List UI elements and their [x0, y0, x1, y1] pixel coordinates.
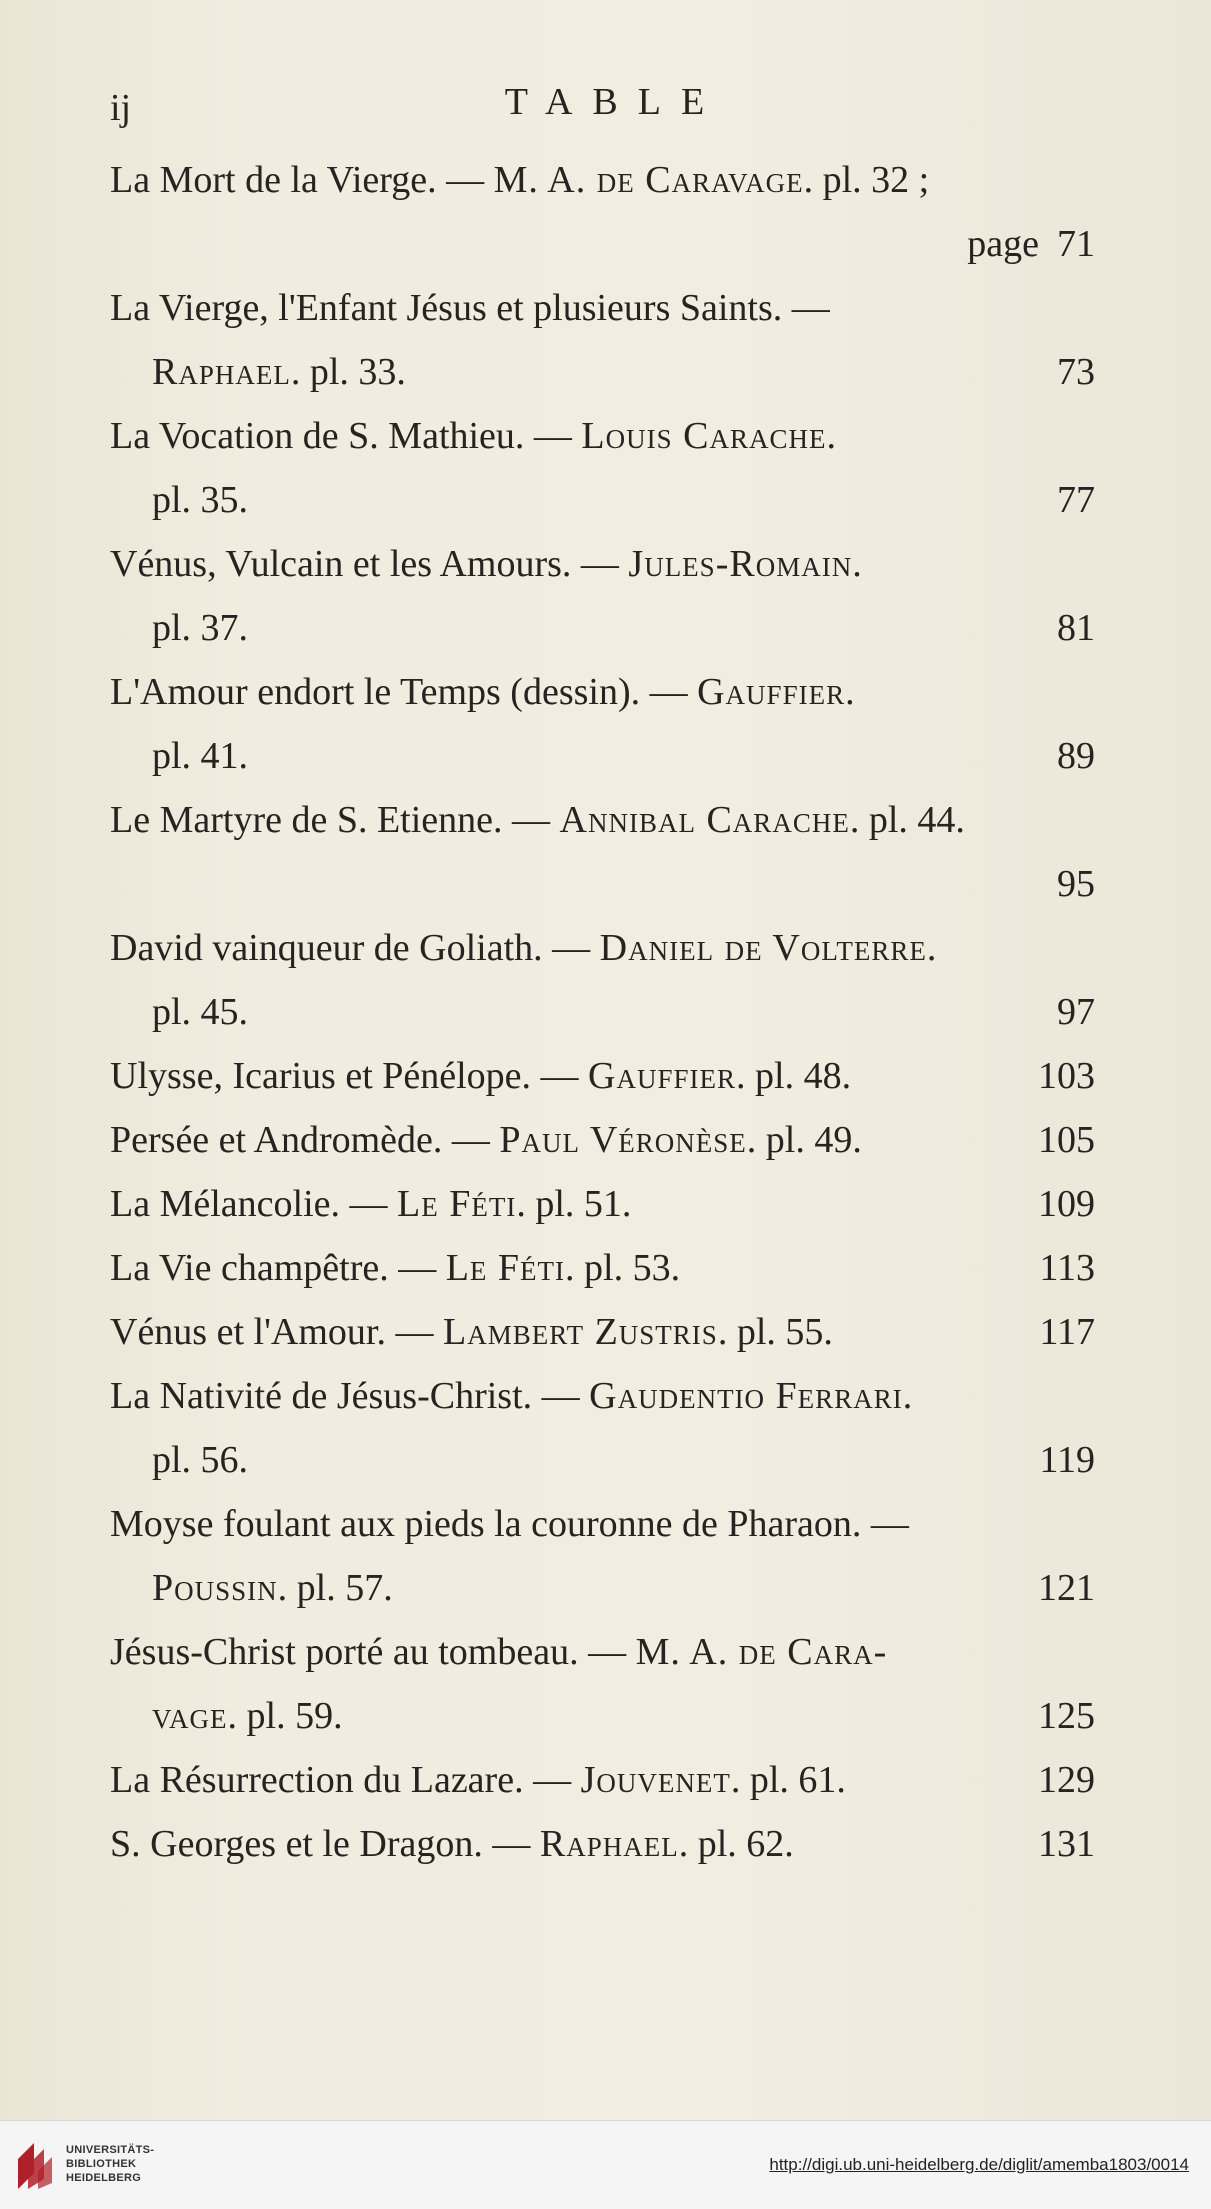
library-name — [66, 2143, 154, 2185]
plate-number: pl. 35. — [152, 479, 249, 521]
toc-entry-line — [110, 1748, 1095, 1812]
toc-entry — [110, 276, 1095, 404]
toc-entry-line — [110, 660, 1095, 724]
toc-entry-line — [110, 276, 1095, 340]
entry-text — [110, 404, 837, 468]
plate-number: . pl. 59. — [227, 1695, 343, 1737]
toc-entry-line — [110, 1812, 1095, 1876]
entry-text — [110, 1492, 909, 1556]
artist-name: Raphael — [152, 351, 291, 393]
entry-text — [110, 1364, 913, 1428]
artist-name: Raphael — [539, 1823, 679, 1865]
artwork-title: L'Amour endort le Temps (dessin). — — [110, 671, 698, 713]
artwork-title: Moyse foulant aux pieds la couronne de Pharaon. — — [110, 1503, 909, 1545]
toc-entry-line — [110, 916, 1095, 980]
plate-number: . pl. 49. — [746, 1119, 862, 1161]
toc-entry — [110, 1620, 1095, 1748]
page-number: 77 — [1057, 479, 1095, 521]
plate-number: . pl. 55. — [717, 1311, 833, 1353]
toc-entry-line — [110, 1684, 1095, 1748]
library-name-line: BIBLIOTHEK — [66, 2158, 137, 2170]
toc-entry-line — [110, 1620, 1095, 1684]
toc-entry — [110, 788, 1095, 916]
plate-number: page — [967, 223, 1039, 265]
artist-name: Le Féti — [397, 1183, 517, 1225]
entry-text — [152, 1556, 393, 1620]
entry-text — [152, 980, 248, 1044]
page-number: 121 — [1038, 1567, 1095, 1609]
entry-text — [152, 596, 248, 660]
entry-text — [152, 468, 248, 532]
toc-entry-line — [110, 532, 1095, 596]
artist-name: Daniel de Volterre. — [599, 927, 938, 969]
page-number: 73 — [1057, 351, 1095, 393]
library-logo-icon — [14, 2139, 54, 2191]
folio-number: ij — [110, 87, 132, 129]
entry-text — [152, 340, 406, 404]
artwork-title: La Nativité de Jésus-Christ. — — [110, 1375, 590, 1417]
toc-entry-line — [110, 1236, 1095, 1300]
toc-entry — [110, 1492, 1095, 1620]
toc-entry — [110, 404, 1095, 532]
plate-number: . pl. 61. — [730, 1759, 846, 1801]
toc-entry — [110, 1172, 1095, 1236]
artwork-title: Jésus-Christ porté au tombeau. — — [110, 1631, 636, 1673]
plate-number: pl. 56. — [152, 1439, 249, 1481]
plate-number: . pl. 44. — [849, 799, 965, 841]
page-number: 131 — [1038, 1823, 1095, 1865]
toc-entry-line — [110, 148, 1095, 212]
entry-text — [152, 724, 248, 788]
artist-name: Poussin — [152, 1567, 278, 1609]
artist-name: M. A. de Caravage — [493, 159, 804, 201]
artwork-title: La Mélancolie. — — [110, 1183, 398, 1225]
entry-text — [110, 148, 929, 212]
plate-number: . pl. 33. — [290, 351, 406, 393]
toc-entry-line — [110, 404, 1095, 468]
toc-entry — [110, 1300, 1095, 1364]
artwork-title: David vainqueur de Goliath. — — [110, 927, 600, 969]
toc-entry-line — [110, 340, 1095, 404]
artist-name: Jouvenet — [580, 1759, 731, 1801]
toc-entry-line — [110, 724, 1095, 788]
artist-name: M. A. de Cara- — [635, 1631, 888, 1673]
page-number: 95 — [1057, 863, 1095, 905]
toc-entry-line — [110, 980, 1095, 1044]
toc-entry — [110, 1364, 1095, 1492]
toc-entry-line — [110, 1364, 1095, 1428]
entry-text — [110, 1108, 862, 1172]
toc-entry — [110, 1236, 1095, 1300]
page-number: 71 — [1057, 223, 1095, 265]
toc-entry — [110, 532, 1095, 660]
page-number: 105 — [1038, 1119, 1095, 1161]
page-number: 97 — [1057, 991, 1095, 1033]
plate-number: . pl. 53. — [565, 1247, 681, 1289]
artist-name: Lambert Zustris — [442, 1311, 718, 1353]
toc-entry-line — [110, 212, 1095, 276]
artwork-title: Persée et Andromède. — — [110, 1119, 500, 1161]
page-number: 89 — [1057, 735, 1095, 777]
artist-name: Jules-Romain. — [628, 543, 863, 585]
page-number: 103 — [1038, 1055, 1095, 1097]
entry-text — [110, 276, 830, 340]
page-number: 125 — [1038, 1695, 1095, 1737]
toc-entry — [110, 1044, 1095, 1108]
entry-text — [110, 532, 863, 596]
page-number: 109 — [1038, 1183, 1095, 1225]
toc-entry-line — [110, 1492, 1095, 1556]
toc-entry — [110, 1108, 1095, 1172]
plate-number: . pl. 57. — [277, 1567, 393, 1609]
artwork-title: La Mort de la Vierge. — — [110, 159, 494, 201]
artwork-title: Le Martyre de S. Etienne. — — [110, 799, 560, 841]
artist-name: Annibal Carache — [559, 799, 850, 841]
artist-name: Gauffier — [588, 1055, 737, 1097]
toc-entry — [110, 916, 1095, 1044]
library-name-line: UNIVERSITÄTS- — [66, 2144, 155, 2156]
toc-entry-line — [110, 852, 1095, 916]
artist-name: Le Féti — [445, 1247, 566, 1289]
plate-number: . pl. 51. — [516, 1183, 632, 1225]
toc-entry-line — [110, 596, 1095, 660]
page-number: 129 — [1038, 1759, 1095, 1801]
artist-name: Louis Carache. — [581, 415, 837, 457]
toc-entry — [110, 660, 1095, 788]
toc-entry-line — [110, 468, 1095, 532]
entry-text — [110, 788, 965, 852]
entry-text — [110, 1748, 846, 1812]
artwork-title: La Résurrection du Lazare. — — [110, 1759, 581, 1801]
toc-entry-line — [110, 788, 1095, 852]
library-name-line: HEIDELBERG — [66, 2172, 142, 2184]
plate-number: pl. 45. — [152, 991, 249, 1033]
source-url-link[interactable]: http://digi.ub.uni-heidelberg.de/diglit/amemba1803/0014 — [769, 2155, 1189, 2174]
entry-text — [152, 1428, 248, 1492]
entry-text — [110, 1620, 887, 1684]
toc-entry-line — [110, 1108, 1095, 1172]
artist-name: vage — [152, 1695, 228, 1737]
toc-entry — [110, 148, 1095, 276]
toc-entry-line — [110, 1556, 1095, 1620]
entry-text — [110, 1172, 631, 1236]
entry-text — [967, 212, 1039, 276]
entry-text — [110, 916, 937, 980]
entry-text — [110, 660, 856, 724]
artwork-title: S. Georges et le Dragon. — — [110, 1823, 540, 1865]
artist-name: Gaudentio Ferrari. — [589, 1375, 914, 1417]
table-of-plates — [110, 148, 1095, 1876]
page-number: 81 — [1057, 607, 1095, 649]
plate-number: . pl. 32 ; — [803, 159, 930, 201]
entry-text — [110, 1812, 794, 1876]
plate-number: pl. 41. — [152, 735, 249, 777]
toc-entry — [110, 1748, 1095, 1812]
toc-entry-line — [110, 1044, 1095, 1108]
footer-bar — [0, 2120, 1211, 2209]
toc-entry-line — [110, 1428, 1095, 1492]
artwork-title: Vénus et l'Amour. — — [110, 1311, 443, 1353]
plate-number: . pl. 48. — [736, 1055, 852, 1097]
page-header: TABLE — [504, 81, 725, 123]
artwork-title: La Vocation de S. Mathieu. — — [110, 415, 582, 457]
entry-text — [152, 1684, 343, 1748]
entry-text — [110, 1300, 833, 1364]
toc-entry-line — [110, 1172, 1095, 1236]
artist-name: Gauffier. — [697, 671, 856, 713]
entry-text — [110, 1236, 680, 1300]
page-number: 119 — [1039, 1439, 1095, 1481]
artwork-title: Vénus, Vulcain et les Amours. — — [110, 543, 629, 585]
plate-number: . pl. 62. — [678, 1823, 794, 1865]
artwork-title: La Vierge, l'Enfant Jésus et plusieurs Saints. — — [110, 287, 830, 329]
artwork-title: La Vie champêtre. — — [110, 1247, 446, 1289]
toc-entry — [110, 1812, 1095, 1876]
page-number: 113 — [1039, 1247, 1095, 1289]
toc-entry-line — [110, 1300, 1095, 1364]
artwork-title: Ulysse, Icarius et Pénélope. — — [110, 1055, 589, 1097]
page-number: 117 — [1039, 1311, 1095, 1353]
entry-text — [110, 1044, 851, 1108]
artist-name: Paul Véronèse — [499, 1119, 747, 1161]
plate-number: pl. 37. — [152, 607, 249, 649]
